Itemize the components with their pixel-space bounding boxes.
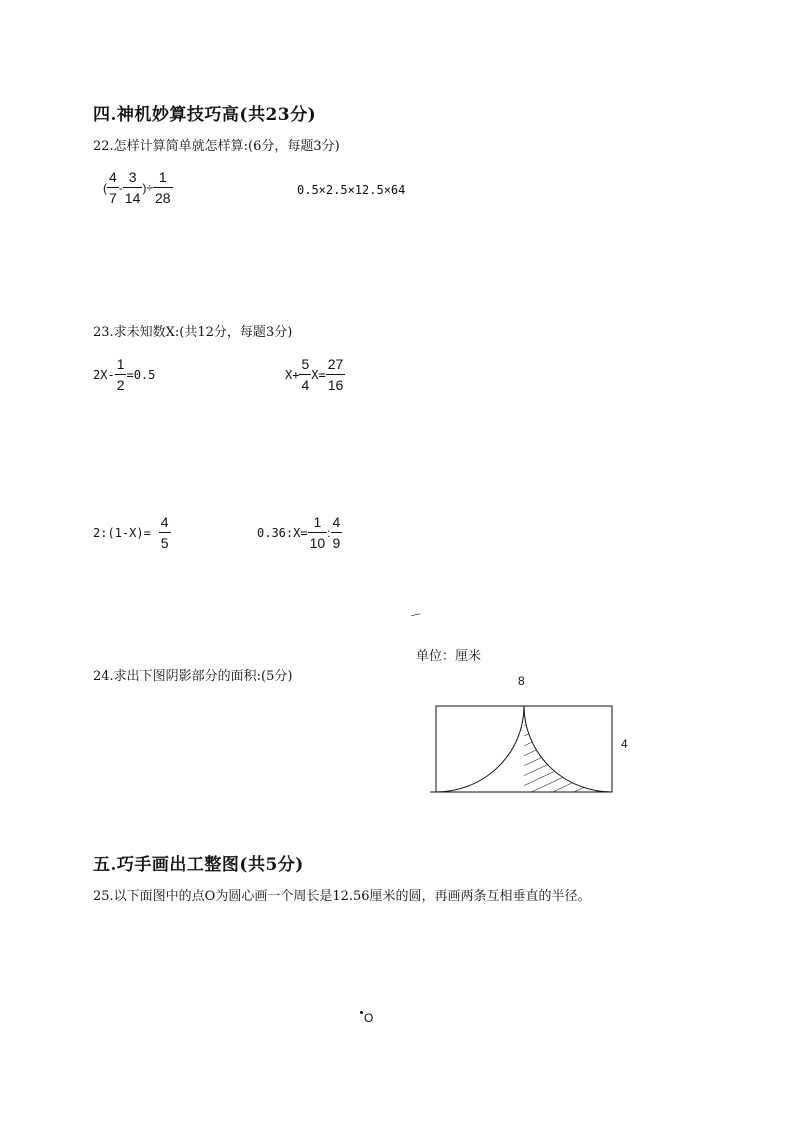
q25-prompt: 25.以下面图中的点O为圆心画一个周长是12.56厘米的圆，再画两条互相垂直的半径。: [93, 889, 591, 904]
height-label: 4: [621, 737, 628, 751]
fraction-1-2: $\frac{1}{2}$: [116, 356, 125, 393]
q23-equation-2: X+ $\frac{5}{4}$ X= $\frac{27}{16}$: [285, 356, 344, 393]
left-quarter-arc: [436, 706, 524, 792]
fraction-1-10: $\frac{1}{10}$: [309, 514, 326, 551]
fraction-5-4: $\frac{5}{4}$: [301, 356, 310, 393]
fraction-27-16: $\frac{27}{16}$: [327, 356, 344, 393]
fraction-1-28: $\frac{1}{28}$: [154, 169, 171, 206]
section5-title: 五.巧手画出工整图(共5分): [93, 855, 304, 875]
center-point-label: O: [364, 1011, 374, 1025]
hatched-region: [524, 706, 612, 792]
q22-prompt: 22.怎样计算简单就怎样算:(6分，每题3分): [93, 139, 340, 154]
fraction-4-9: $\frac{4}{9}$: [332, 514, 341, 551]
fraction-4-7: $\frac{4}{7}$: [109, 169, 117, 206]
q23-prompt: 23.求未知数X:(共12分，每题3分): [93, 325, 293, 340]
width-label: 8: [518, 674, 525, 688]
center-point: [360, 1011, 363, 1014]
q22-expression-1: [103, 170, 173, 205]
minus-sign: -: [118, 180, 123, 195]
fraction-4-5: $\frac{4}{5}$: [160, 514, 169, 551]
paren-close-divide: )÷: [142, 180, 153, 195]
section4-title: 四.神机妙算技巧高(共23分): [93, 105, 317, 125]
q23-equation-1: 2X- $\frac{1}{2}$ =0.5: [93, 356, 156, 393]
unit-label: 单位：厘米: [416, 649, 482, 664]
q22-expression-2: 0.5×2.5×12.5×64: [297, 183, 406, 197]
paren-open: (: [103, 180, 107, 195]
stray-mark: —: [410, 608, 421, 620]
q23-equation-3: 2:(1-X)= $\frac{4}{5}$: [93, 514, 169, 551]
q24-prompt: 24.求出下图阴影部分的面积:(5分): [93, 669, 293, 684]
shaded-area-figure: [430, 700, 615, 796]
fraction-3-14: $\frac{3}{14}$: [124, 169, 141, 206]
q23-equation-4: 0.36:X= $\frac{1}{10}$ : $\frac{4}{9}$: [257, 514, 341, 551]
